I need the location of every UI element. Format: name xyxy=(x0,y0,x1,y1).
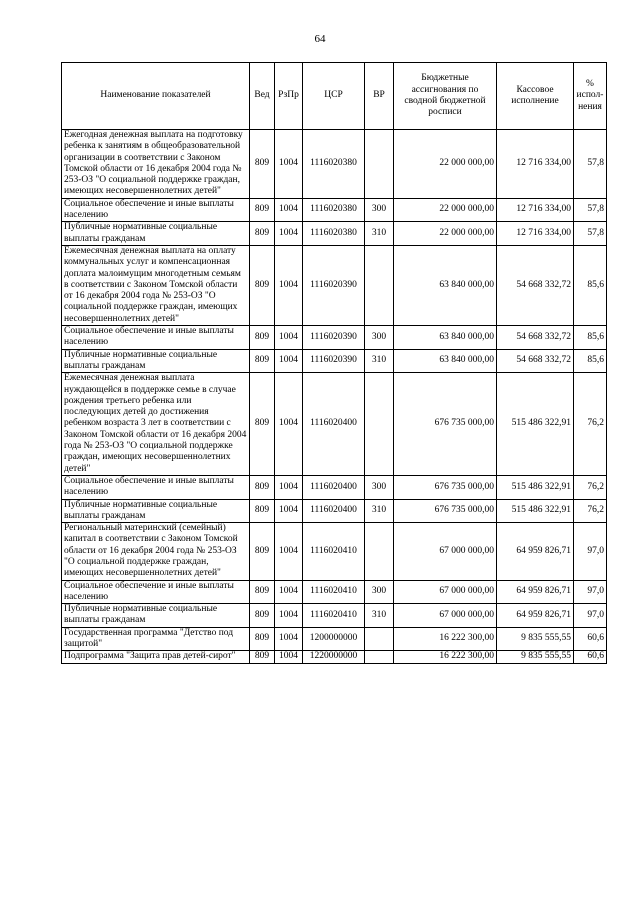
row-budget-cell: 67 000 000,00 xyxy=(394,523,497,580)
row-rzpr-cell: 1004 xyxy=(275,475,303,499)
row-cash-cell: 515 486 322,91 xyxy=(497,373,574,476)
row-cash-cell: 515 486 322,91 xyxy=(497,475,574,499)
row-percent-cell: 76,2 xyxy=(574,499,607,523)
header-budget: Бюджетные ассигнования по сводной бюджетной росписи xyxy=(394,63,497,130)
row-name-cell: Государственная программа "Детство под защитой" xyxy=(62,627,250,651)
row-ved-cell: 809 xyxy=(250,604,275,628)
row-rzpr-cell: 1004 xyxy=(275,245,303,325)
row-ved-cell: 809 xyxy=(250,198,275,222)
row-budget-cell: 16 222 300,00 xyxy=(394,651,497,663)
row-budget-cell: 22 000 000,00 xyxy=(394,130,497,199)
row-cash-cell: 54 668 332,72 xyxy=(497,349,574,373)
row-csr-cell: 1116020380 xyxy=(303,222,365,246)
row-percent-cell: 97,0 xyxy=(574,604,607,628)
table-row xyxy=(62,499,607,523)
row-csr-cell: 1116020400 xyxy=(303,499,365,523)
row-cash-cell: 64 959 826,71 xyxy=(497,580,574,604)
row-percent-cell: 60,6 xyxy=(574,627,607,651)
row-csr-cell: 1116020390 xyxy=(303,349,365,373)
row-rzpr-cell: 1004 xyxy=(275,373,303,476)
row-rzpr-cell: 1004 xyxy=(275,198,303,222)
row-vr-cell xyxy=(365,373,394,476)
header-rzpr: РзПр xyxy=(275,63,303,130)
row-budget-cell: 16 222 300,00 xyxy=(394,627,497,651)
row-csr-cell: 1200000000 xyxy=(303,627,365,651)
row-budget-cell: 22 000 000,00 xyxy=(394,222,497,246)
row-vr-cell: 300 xyxy=(365,198,394,222)
row-rzpr-cell: 1004 xyxy=(275,326,303,350)
row-vr-cell xyxy=(365,627,394,651)
row-budget-cell: 63 840 000,00 xyxy=(394,245,497,325)
row-ved-cell: 809 xyxy=(250,523,275,580)
row-rzpr-cell: 1004 xyxy=(275,349,303,373)
header-percent: % испол-нения xyxy=(574,63,607,130)
row-vr-cell: 300 xyxy=(365,580,394,604)
row-cash-cell: 54 668 332,72 xyxy=(497,326,574,350)
row-name-cell: Социальное обеспечение и иные выплаты населению xyxy=(62,580,250,604)
row-name-cell: Публичные нормативные социальные выплаты гражданам xyxy=(62,222,250,246)
table-row xyxy=(62,245,607,325)
row-csr-cell: 1116020410 xyxy=(303,604,365,628)
row-budget-cell: 63 840 000,00 xyxy=(394,349,497,373)
row-cash-cell: 515 486 322,91 xyxy=(497,499,574,523)
row-ved-cell: 809 xyxy=(250,580,275,604)
row-csr-cell: 1116020400 xyxy=(303,475,365,499)
row-percent-cell: 85,6 xyxy=(574,245,607,325)
budget-table xyxy=(61,62,607,664)
header-name: Наименование показателей xyxy=(62,63,250,130)
row-csr-cell: 1116020390 xyxy=(303,245,365,325)
row-percent-cell: 76,2 xyxy=(574,475,607,499)
row-cash-cell: 64 959 826,71 xyxy=(497,523,574,580)
row-csr-cell: 1116020400 xyxy=(303,373,365,476)
table-row xyxy=(62,475,607,499)
row-cash-cell: 9 835 555,55 xyxy=(497,627,574,651)
row-name-cell: Региональный материнский (семейный) капитал в соответствии с Законом Томской области от 16 декабря 2004 года № 253-ОЗ "О социальной поддержке граждан, имеющих несовершеннолетних детей" xyxy=(62,523,250,580)
table-row xyxy=(62,651,607,663)
row-name-cell: Ежегодная денежная выплата на подготовку ребенка к занятиям в общеобразовательной организации в соответствии с Законом Томской области от 16 декабря 2004 года № 253-ОЗ "О социальной поддержке граждан, имеющих несовершеннолетних детей" xyxy=(62,130,250,199)
row-ved-cell: 809 xyxy=(250,475,275,499)
row-csr-cell: 1116020410 xyxy=(303,580,365,604)
row-percent-cell: 97,0 xyxy=(574,580,607,604)
table-row xyxy=(62,604,607,628)
table-row xyxy=(62,580,607,604)
row-csr-cell: 1220000000 xyxy=(303,651,365,663)
row-vr-cell xyxy=(365,651,394,663)
row-vr-cell: 310 xyxy=(365,604,394,628)
row-vr-cell xyxy=(365,130,394,199)
row-percent-cell: 57,8 xyxy=(574,198,607,222)
row-ved-cell: 809 xyxy=(250,651,275,663)
row-ved-cell: 809 xyxy=(250,245,275,325)
row-vr-cell: 300 xyxy=(365,475,394,499)
table-row xyxy=(62,627,607,651)
row-vr-cell xyxy=(365,245,394,325)
row-rzpr-cell: 1004 xyxy=(275,627,303,651)
row-ved-cell: 809 xyxy=(250,326,275,350)
row-rzpr-cell: 1004 xyxy=(275,222,303,246)
row-ved-cell: 809 xyxy=(250,349,275,373)
table-header-row xyxy=(62,63,607,130)
row-csr-cell: 1116020380 xyxy=(303,198,365,222)
header-csr: ЦСР xyxy=(303,63,365,130)
row-ved-cell: 809 xyxy=(250,222,275,246)
row-rzpr-cell: 1004 xyxy=(275,523,303,580)
row-vr-cell: 310 xyxy=(365,499,394,523)
row-csr-cell: 1116020410 xyxy=(303,523,365,580)
row-rzpr-cell: 1004 xyxy=(275,604,303,628)
row-percent-cell: 57,8 xyxy=(574,222,607,246)
table-row xyxy=(62,222,607,246)
row-rzpr-cell: 1004 xyxy=(275,499,303,523)
row-vr-cell: 310 xyxy=(365,349,394,373)
table-row xyxy=(62,326,607,350)
row-name-cell: Ежемесячная денежная выплата нуждающейся в поддержке семье в случае рождения третьего ребенка или последующих детей до достижения ребенком возраста 3 лет в соответствии с Законом Томской области от 16 декабря 2004 года № 253-ОЗ "О социальной поддержке граждан, имеющих несовершеннолетних детей" xyxy=(62,373,250,476)
row-percent-cell: 85,6 xyxy=(574,326,607,350)
row-budget-cell: 22 000 000,00 xyxy=(394,198,497,222)
table-row xyxy=(62,130,607,199)
row-budget-cell: 676 735 000,00 xyxy=(394,475,497,499)
row-percent-cell: 97,0 xyxy=(574,523,607,580)
table-row xyxy=(62,523,607,580)
row-name-cell: Ежемесячная денежная выплата на оплату коммунальных услуг и компенсационная доплата малоимущим многодетным семьям в соответствии с Законом Томской области от 16 декабря 2004 года № 253-ОЗ "О социальной поддержке граждан, имеющих несовершеннолетних детей" xyxy=(62,245,250,325)
row-budget-cell: 63 840 000,00 xyxy=(394,326,497,350)
header-cash: Кассовое исполнение xyxy=(497,63,574,130)
row-csr-cell: 1116020380 xyxy=(303,130,365,199)
row-vr-cell: 310 xyxy=(365,222,394,246)
row-budget-cell: 676 735 000,00 xyxy=(394,373,497,476)
row-name-cell: Социальное обеспечение и иные выплаты населению xyxy=(62,475,250,499)
row-ved-cell: 809 xyxy=(250,373,275,476)
row-ved-cell: 809 xyxy=(250,499,275,523)
row-percent-cell: 57,8 xyxy=(574,130,607,199)
row-csr-cell: 1116020390 xyxy=(303,326,365,350)
row-rzpr-cell: 1004 xyxy=(275,651,303,663)
row-cash-cell: 12 716 334,00 xyxy=(497,222,574,246)
row-vr-cell xyxy=(365,523,394,580)
row-cash-cell: 64 959 826,71 xyxy=(497,604,574,628)
page-number: 64 xyxy=(314,33,326,45)
table-row xyxy=(62,349,607,373)
row-percent-cell: 76,2 xyxy=(574,373,607,476)
row-name-cell: Публичные нормативные социальные выплаты гражданам xyxy=(62,604,250,628)
row-budget-cell: 67 000 000,00 xyxy=(394,604,497,628)
row-cash-cell: 12 716 334,00 xyxy=(497,130,574,199)
table-row xyxy=(62,198,607,222)
row-cash-cell: 54 668 332,72 xyxy=(497,245,574,325)
row-rzpr-cell: 1004 xyxy=(275,130,303,199)
row-name-cell: Социальное обеспечение и иные выплаты населению xyxy=(62,326,250,350)
row-ved-cell: 809 xyxy=(250,130,275,199)
row-vr-cell: 300 xyxy=(365,326,394,350)
row-ved-cell: 809 xyxy=(250,627,275,651)
row-percent-cell: 60,6 xyxy=(574,651,607,663)
row-name-cell: Подпрограмма "Защита прав детей-сирот" xyxy=(62,651,250,663)
row-cash-cell: 12 716 334,00 xyxy=(497,198,574,222)
row-cash-cell: 9 835 555,55 xyxy=(497,651,574,663)
row-name-cell: Публичные нормативные социальные выплаты гражданам xyxy=(62,349,250,373)
row-budget-cell: 67 000 000,00 xyxy=(394,580,497,604)
header-ved: Вед xyxy=(250,63,275,130)
row-percent-cell: 85,6 xyxy=(574,349,607,373)
row-budget-cell: 676 735 000,00 xyxy=(394,499,497,523)
row-name-cell: Публичные нормативные социальные выплаты гражданам xyxy=(62,499,250,523)
table-row xyxy=(62,373,607,476)
row-rzpr-cell: 1004 xyxy=(275,580,303,604)
header-vr: ВР xyxy=(365,63,394,130)
row-name-cell: Социальное обеспечение и иные выплаты населению xyxy=(62,198,250,222)
